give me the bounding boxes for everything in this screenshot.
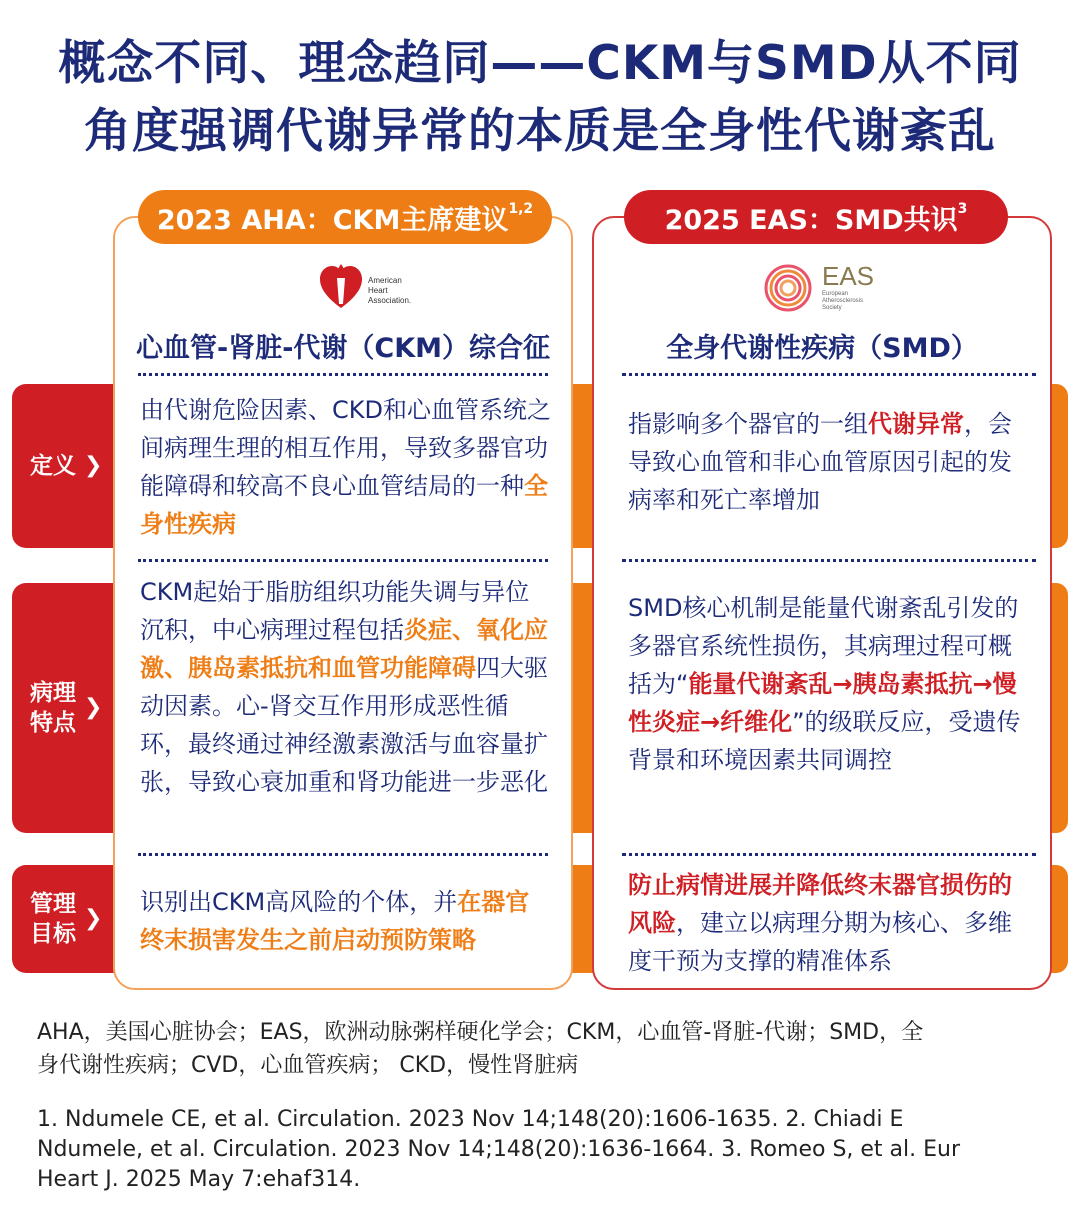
- tab-management-label: 管理 目标: [30, 891, 76, 947]
- divider: [622, 559, 1036, 562]
- tab-definition: [12, 384, 122, 548]
- divider: [138, 853, 548, 856]
- eas-swirl-icon: [762, 262, 814, 314]
- tab-pathology: [12, 583, 122, 833]
- heart-torch-icon: [318, 262, 364, 312]
- tab-definition-label: 定义: [30, 453, 76, 479]
- smd-definition-text: 指影响多个器官的一组代谢异常，会导致心血管和非心血管原因引起的发病率和死亡率增加: [628, 410, 1012, 514]
- abbreviations-note: AHA，美国心脏协会；EAS，欧洲动脉粥样硬化学会；CKM，心血管-肾脏-代谢；SMD，全 身代谢性疾病；CVD，心血管疾病； CKD，慢性肾脏病: [37, 1020, 924, 1078]
- divider: [622, 373, 1036, 376]
- divider: [138, 559, 548, 562]
- chevron-right-icon: ❯: [84, 453, 103, 478]
- ckm-pathology-text: CKM起始于脂肪组织功能失调与异位沉积，中心病理过程包括炎症、氧化应激、胰岛素抵抗和血管功能障碍四大驱动因素。心-肾交互作用形成恶性循环，最终通过神经激素激活与血容量扩张，导致心衰加重和肾功能进一步恶化: [140, 578, 548, 796]
- ckm-definition-text: 由代谢危险因素、CKD和心血管系统之间病理生理的相互作用，导致多器官功能障碍和较高不良心血管结局的一种全身性疾病: [140, 396, 551, 538]
- smd-pathology-text: SMD核心机制是能量代谢紊乱引发的多器官系统性损伤，其病理过程可概括为“能量代谢紊乱→胰岛素抵抗→慢性炎症→纤维化”的级联反应，受遗传背景和环境因素共同调控: [628, 594, 1021, 774]
- ckm-subtitle: 心血管-肾脏-代谢（CKM）综合征: [135, 333, 551, 364]
- divider: [622, 853, 1036, 856]
- chevron-right-icon: ❯: [84, 906, 103, 931]
- title-line-1: 概念不同、理念趋同——CKM与SMD从不同: [58, 36, 1022, 91]
- tab-management: [12, 865, 122, 973]
- ckm-management-text: 识别出CKM高风险的个体，并在器官终末损害发生之前启动预防策略: [140, 888, 530, 954]
- smd-management-text: 防止病情进展并降低终末器官损伤的风险，建立以病理分期为核心、多维度干预为支撑的精准体系: [628, 871, 1012, 975]
- divider: [138, 373, 548, 376]
- smd-header-pill: 2025 EAS：SMD共识 $^3$: [624, 190, 1008, 244]
- tab-pathology-label: 病理 特点: [30, 680, 76, 736]
- eas-logo: EAS European Atherosclerosis Society: [762, 260, 882, 316]
- page-title: [0, 30, 1080, 166]
- ckm-header-pill: 2023 AHA：CKM主席建议 $^{1,2}$: [138, 190, 552, 244]
- smd-subtitle: 全身代谢性疾病（SMD）: [666, 333, 978, 364]
- chevron-right-icon: ❯: [84, 695, 103, 720]
- title-line-2: 角度强调代谢异常的本质是全身性代谢紊乱: [84, 104, 996, 159]
- references-note: 1. Ndumele CE, et al. Circulation. 2023 Nov 14;148(20):1606-1635. 2. Chiadi E Ndumele, et al. Circulation. 2023 Nov 14;148(20):1636-1664. 3. Romeo S, et al. Eur Heart J. 2025 May 7:ehaf314.: [37, 1107, 961, 1192]
- aha-logo: American Heart Association.: [318, 262, 428, 314]
